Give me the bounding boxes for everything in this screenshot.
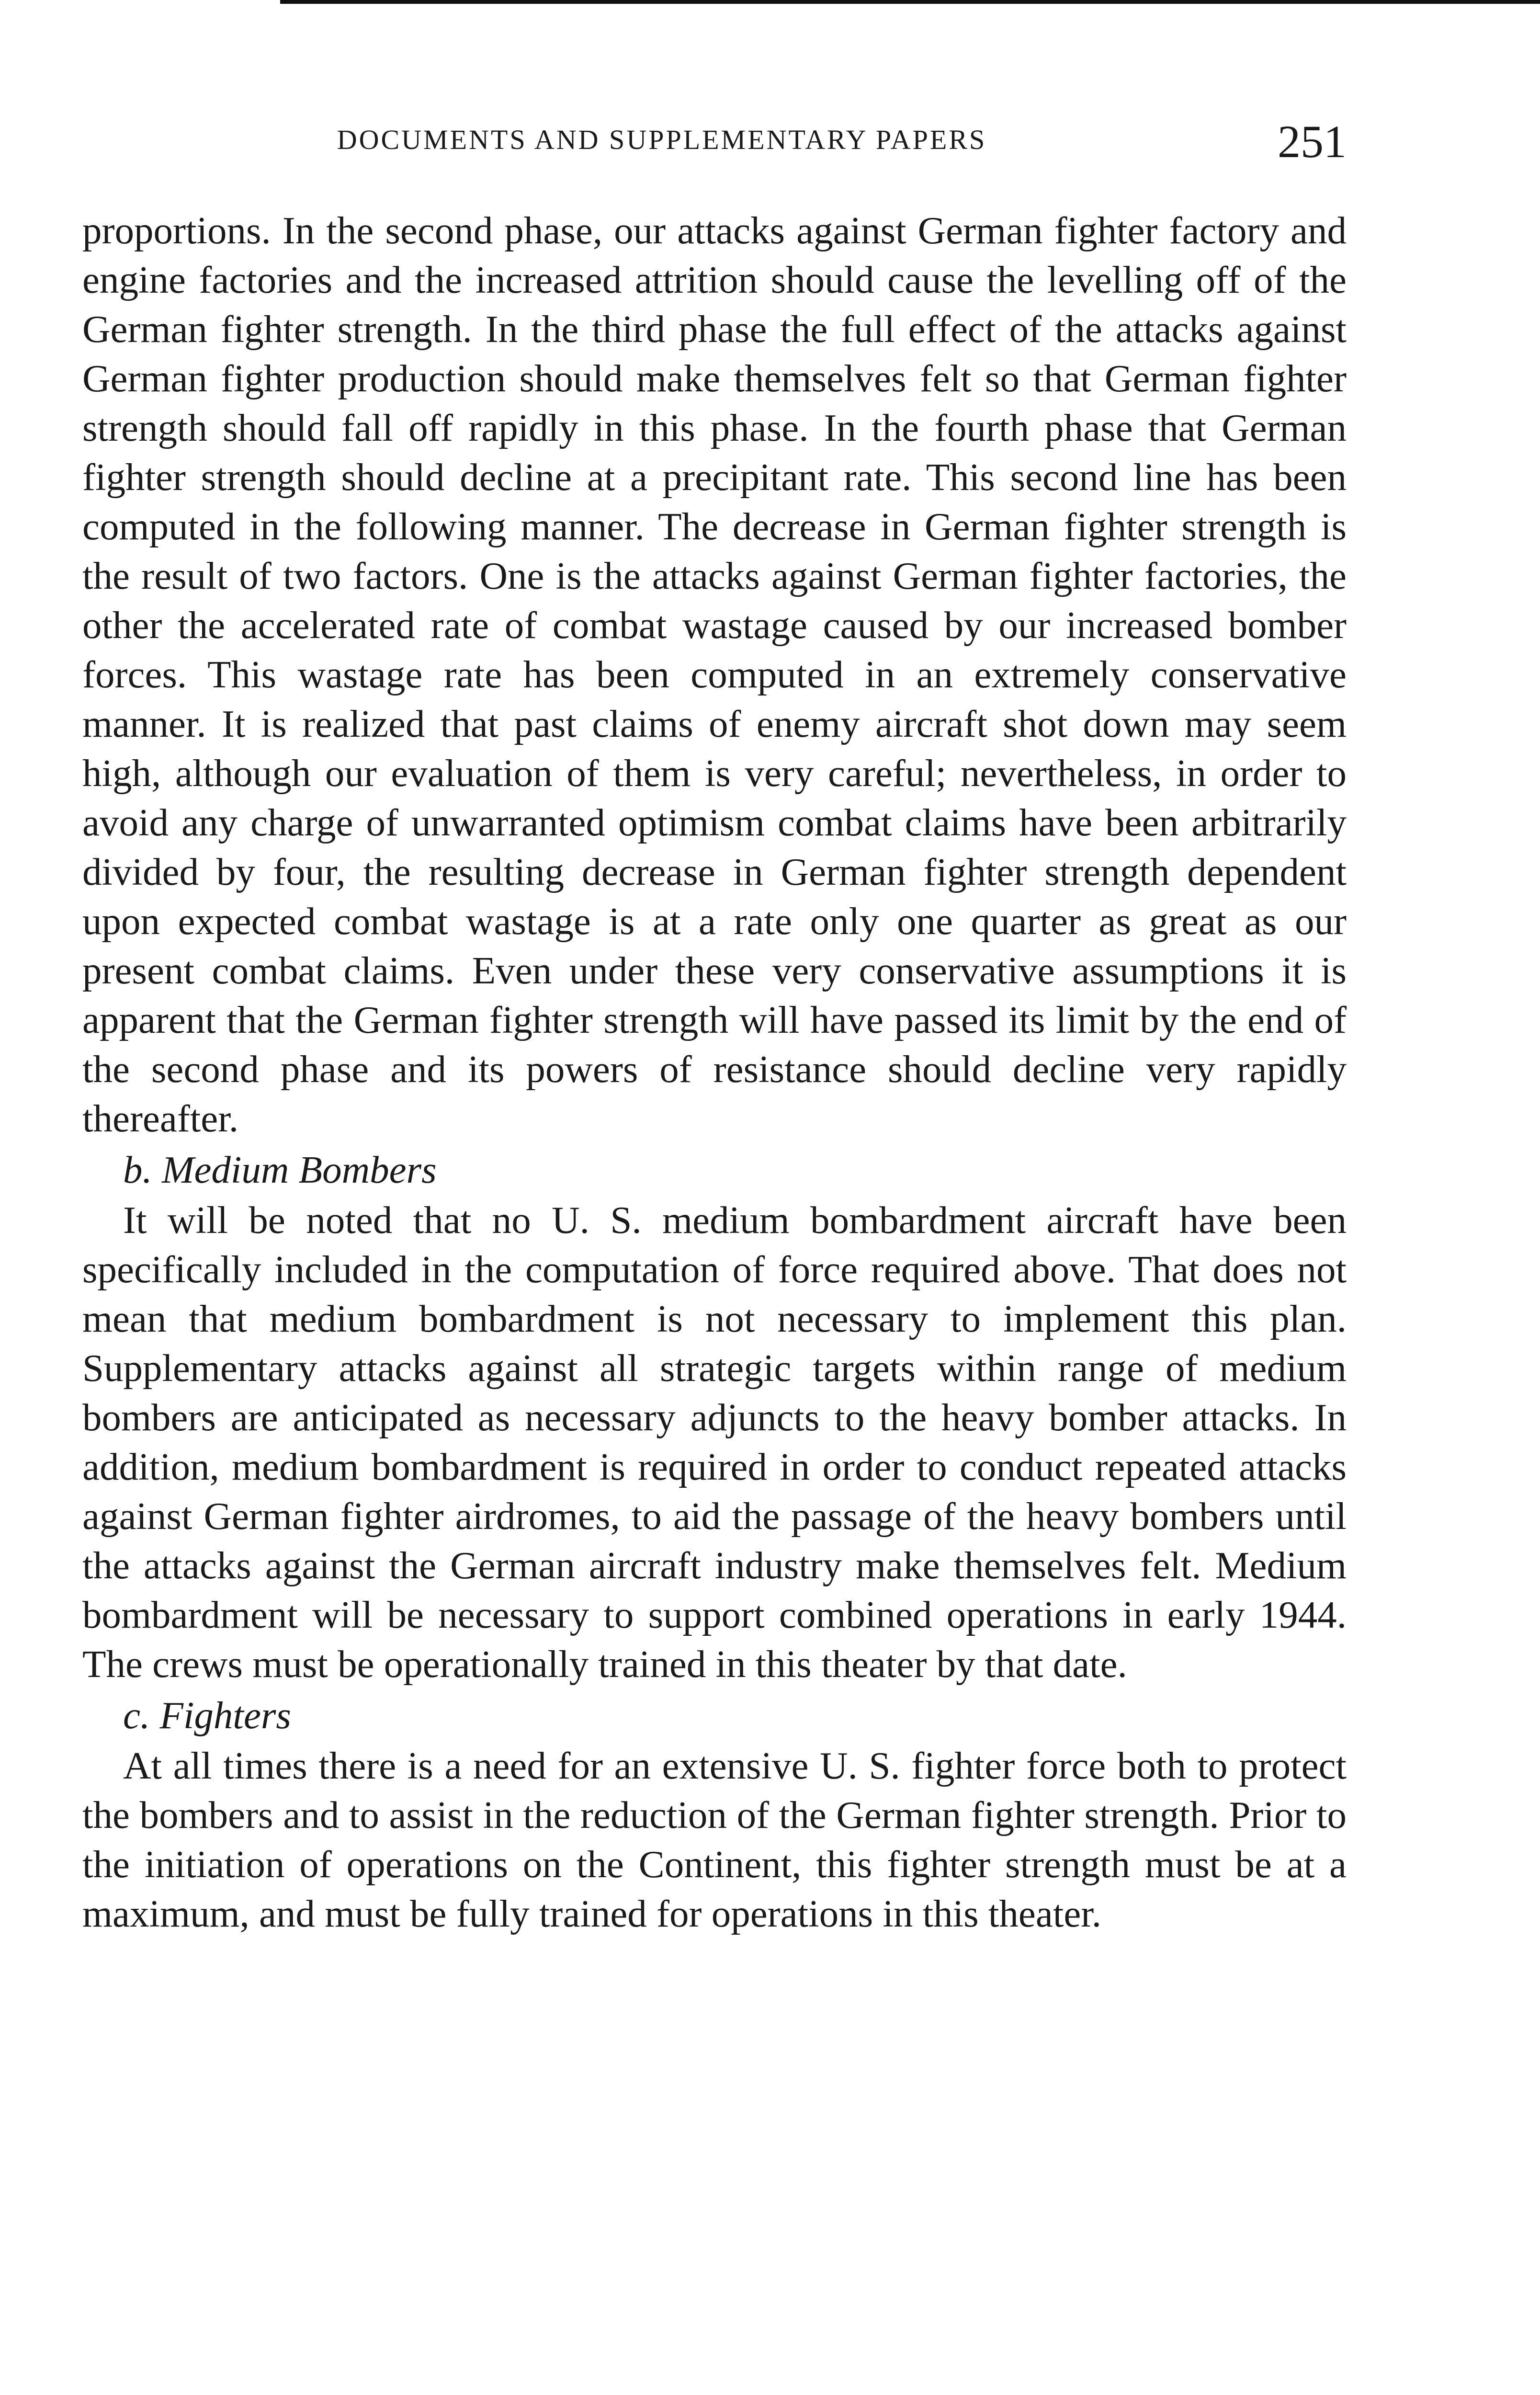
- top-border-rule: [280, 0, 1540, 4]
- running-head: [82, 115, 1347, 172]
- paragraph-medium-bombers: It will be noted that no U. S. medium bombardment aircraft have been specifically included in the computation of force required above. That does not mean that medium bombardment is not necessary to implement this plan. Supplementary attacks against all strategic targets within range of medium bombers are anticipated as necessary adjuncts to the heavy bomber attacks. In addition, medium bombardment is required in order to conduct repeated attacks against German fighter airdromes, to aid the passage of the heavy bombers until the attacks against the German aircraft industry make themselves felt. Medium bombardment will be necessary to support combined operations in early 1944. The crews must be operationally trained in this theater by that date.: [82, 1198, 1347, 1686]
- section-heading-medium-bombers: b. Medium Bombers: [123, 1148, 437, 1191]
- running-head-title: DOCUMENTS AND SUPPLEMENTARY PAPERS: [337, 124, 987, 155]
- paragraph-fighters: At all times there is a need for an extensive U. S. fighter force both to protect the bombers and to assist in the reduction of the German fighter strength. Prior to the initiation of operations on the Continent, this fighter strength must be at a maximum, and must be fully trained for operations in this theater.: [82, 1744, 1347, 1935]
- section-heading-fighters: c. Fighters: [123, 1694, 291, 1737]
- body-text: [82, 206, 1347, 1939]
- paragraph-continued: proportions. In the second phase, our attacks against German fighter factory and engine factories and the increased attrition should cause the levelling off of the German fighter strength. In the third phase the full effect of the attacks against German fighter production should make themselves felt so that German fighter strength should fall off rapidly in this phase. In the fourth phase that German fighter strength should decline at a precipitant rate. This second line has been computed in the following manner. The decrease in German fighter strength is the result of two factors. One is the attacks against German fighter factories, the other the accelerated rate of combat wastage caused by our increased bomber forces. This wastage rate has been computed in an extremely conservative manner. It is realized that past claims of enemy aircraft shot down may seem high, although our evaluation of them is very careful; nevertheless, in order to avoid any charge of unwarranted optimism combat claims have been arbitrarily divided by four, the resulting decrease in German fighter strength dependent upon expected combat wastage is at a rate only one quarter as great as our present combat claims. Even under these very conservative assumptions it is apparent that the German fighter strength will have passed its limit by the end of the second phase and its powers of resistance should decline very rapidly thereafter.: [82, 209, 1347, 1140]
- page-number: 251: [1278, 116, 1347, 167]
